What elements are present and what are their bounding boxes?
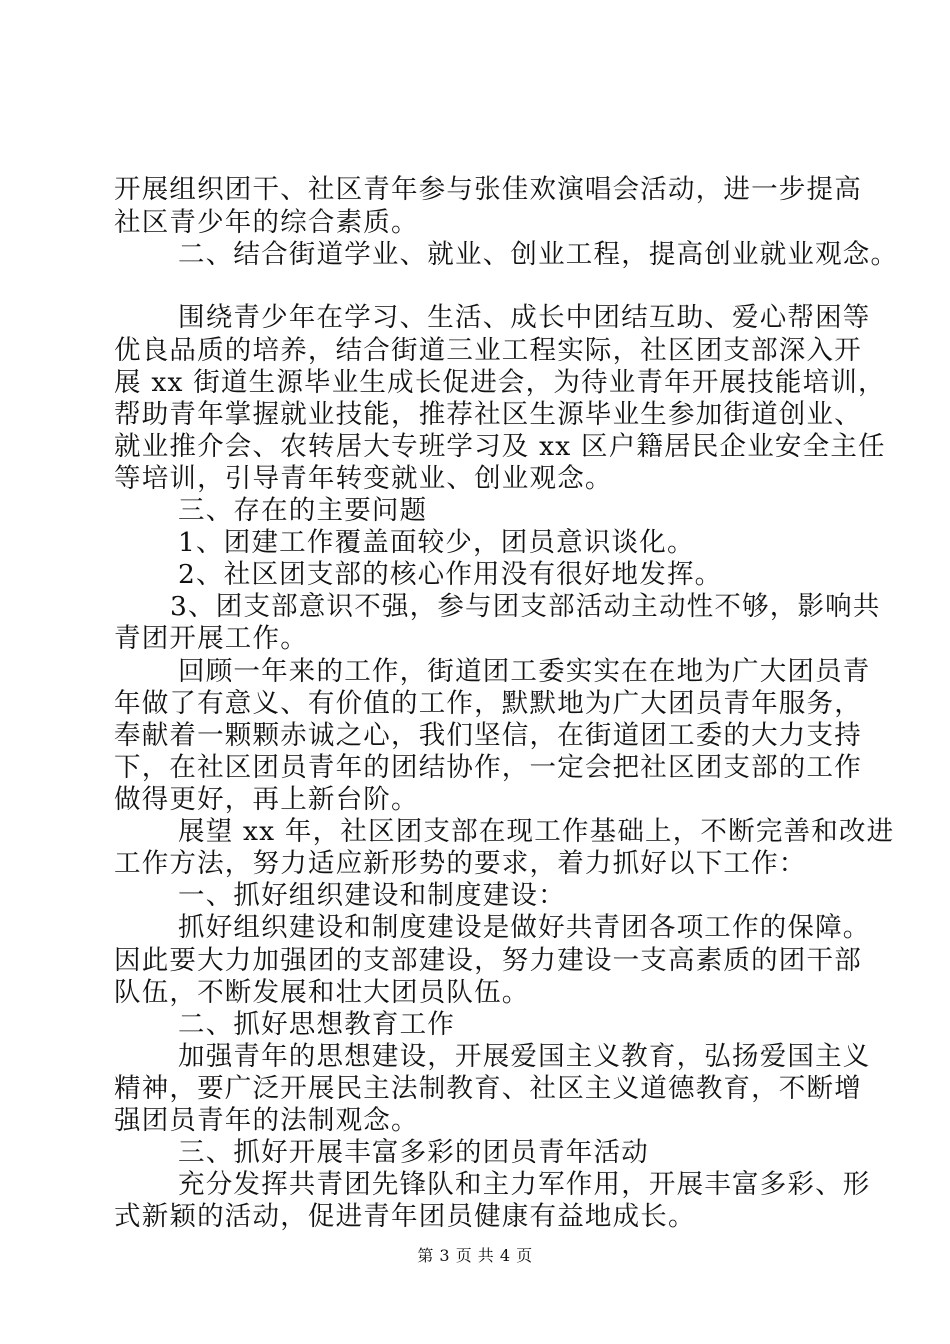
text-line: 式新颖的活动，促进青年团员健康有益地成长。 — [114, 1201, 696, 1232]
text-line: 抓好组织建设和制度建设是做好共青团各项工作的保障。 — [178, 912, 871, 943]
section-heading: 二、结合街道学业、就业、创业工程，提高创业就业观念。 — [178, 239, 899, 270]
section-heading: 一、抓好组织建设和制度建设： — [178, 880, 566, 911]
list-item: 1、团建工作覆盖面较少，团员意识谈化。 — [178, 527, 695, 558]
text-line: 因此要大力加强团的支部建设，努力建设一支高素质的团干部 — [114, 945, 862, 976]
page-footer: 第 3 页 共 4 页 — [417, 1246, 533, 1265]
text-line: 展望 xx 年，社区团支部在现工作基础上，不断完善和改进 — [178, 816, 895, 847]
text-line: 优良品质的培养，结合街道三业工程实际，社区团支部深入开 — [114, 335, 862, 366]
text-line: 等培训，引导青年转变就业、创业观念。 — [114, 463, 613, 494]
text-line: 围绕青少年在学习、生活、成长中团结互助、爱心帮困等 — [178, 302, 871, 333]
text-line: 社区青少年的综合素质。 — [114, 207, 419, 238]
text-line: 精神，要广泛开展民主法制教育、社区主义道德教育，不断增 — [114, 1073, 862, 1104]
list-item: 3、团支部意识不强，参与团支部活动主动性不够，影响共 — [170, 591, 881, 622]
text-line: 就业推介会、农转居大专班学习及 xx 区户籍居民企业安全主任 — [114, 431, 886, 462]
text-line: 回顾一年来的工作，街道团工委实实在在地为广大团员青 — [178, 656, 871, 687]
text-line: 年做了有意义、有价值的工作，默默地为广大团员青年服务， — [114, 688, 862, 719]
text-line: 加强青年的思想建设，开展爱国主义教育，弘扬爱国主义 — [178, 1041, 871, 1072]
section-heading: 三、抓好开展丰富多彩的团员青年活动 — [178, 1137, 649, 1168]
section-heading: 二、抓好思想教育工作 — [178, 1009, 455, 1040]
text-line: 帮助青年掌握就业技能，推荐社区生源毕业生参加街道创业、 — [114, 399, 862, 430]
text-line: 奉献着一颗颗赤诚之心，我们坚信，在街道团工委的大力支持 — [114, 720, 862, 751]
text-line: 开展组织团干、社区青年参与张佳欢演唱会活动，进一步提高 — [114, 174, 862, 205]
list-item: 2、社区团支部的核心作用没有很好地发挥。 — [178, 559, 723, 590]
section-heading: 三、存在的主要问题 — [178, 495, 428, 526]
text-line: 工作方法，努力适应新形势的要求，着力抓好以下工作： — [114, 848, 807, 879]
text-line: 充分发挥共青团先锋队和主力军作用，开展丰富多彩、形 — [178, 1169, 871, 1200]
text-line: 下，在社区团员青年的团结协作，一定会把社区团支部的工作 — [114, 752, 862, 783]
text-line: 强团员青年的法制观念。 — [114, 1105, 419, 1136]
text-line: 展 xx 街道生源毕业生成长促进会，为待业青年开展技能培训， — [114, 367, 886, 398]
text-line: 做得更好，再上新台阶。 — [114, 784, 419, 815]
text-line: 青团开展工作。 — [114, 623, 308, 654]
text-line: 队伍，不断发展和壮大团员队伍。 — [114, 977, 530, 1008]
